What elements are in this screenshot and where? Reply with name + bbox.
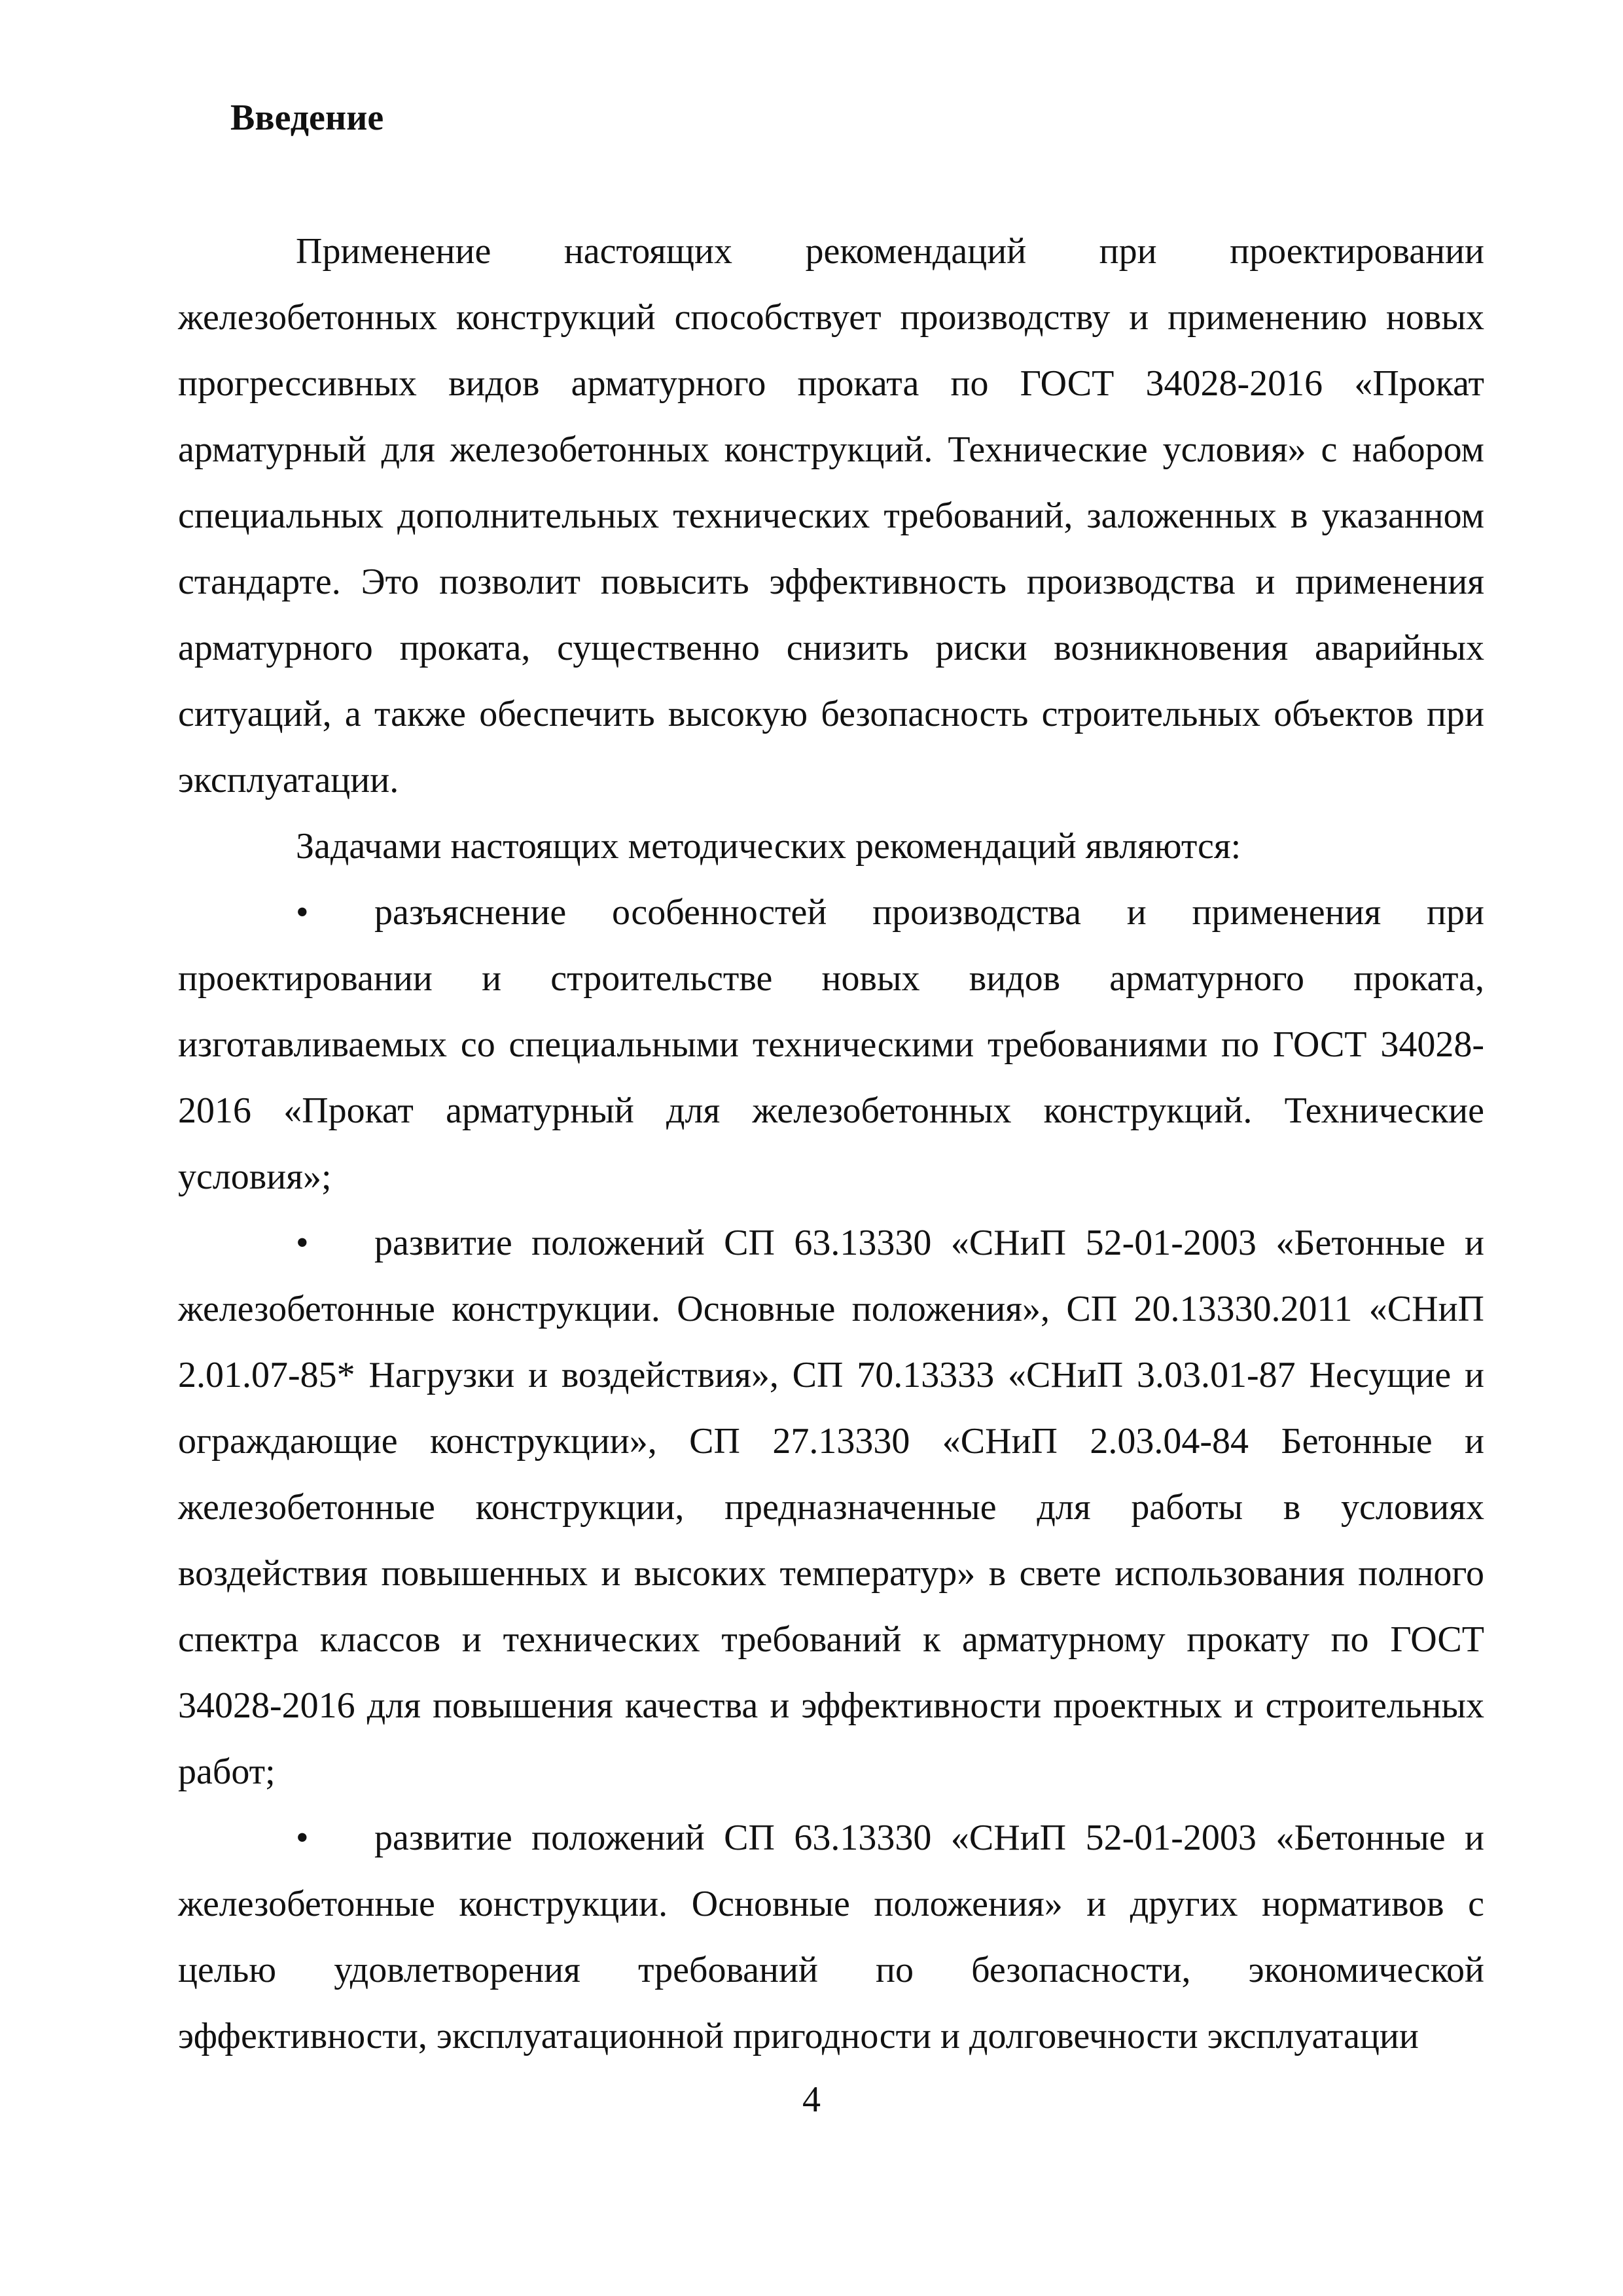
list-item xyxy=(178,1805,1484,2070)
list-item xyxy=(178,880,1484,1210)
page-number: 4 xyxy=(802,2079,821,2120)
list-item-text: разъяснение особенностей производства и применения при проектировании и строительстве новых видов арматурного проката, изготавливаемых со специальными техническими требованиями по ГОСТ 34028-2016 «Прокат арматурный для железобетонных конструкций. Технические условия»; xyxy=(178,892,1484,1197)
list-item xyxy=(178,1210,1484,1805)
section-heading: Введение xyxy=(230,98,384,138)
intro-paragraph: Применение настоящих рекомендаций при проектировании железобетонных конструкций способствует производству и применению новых прогрессивных видов арматурного проката по ГОСТ 34028-2016 «Прокат арматурный для железобетонных конструкций. Технические условия» с набором специальных дополнительных технических требований, заложенных в указанном стандарте. Это позволит повысить эффективность производства и применения арматурного проката, существенно снизить риски возникновения аварийных ситуаций, а также обеспечить высокую безопасность строительных объектов при эксплуатации. xyxy=(178,231,1484,800)
body-text xyxy=(178,219,1484,2070)
list-item-text: развитие положений СП 63.13330 «СНиП 52-01-2003 «Бетонные и железобетонные конструкции. Основные положения», СП 20.13330.2011 «СНиП 2.01.07-85* Нагрузки и воздействия», СП 70.13333 «СНиП 3.03.01-87 Несущие и ограждающие конструкции», СП 27.13330 «СНиП 2.03.04-84 Бетонные и железобетонные конструкции, предназначенные для работы в условиях воздействия повышенных и высоких температур» в свете использования полного спектра классов и технических требований к арматурному прокату по ГОСТ 34028-2016 для повышения качества и эффективности проектных и строительных работ; xyxy=(178,1223,1484,1792)
bullet-icon: • xyxy=(296,892,309,933)
bullet-icon: • xyxy=(296,1818,309,1858)
bullet-icon: • xyxy=(296,1223,309,1263)
list-item-text: развитие положений СП 63.13330 «СНиП 52-01-2003 «Бетонные и железобетонные конструкции. Основные положения» и других нормативов с целью удовлетворения требований по безопасности, экономической эффективности, эксплуатационной пригодности и долговечности эксплуатации xyxy=(178,1818,1484,2056)
tasks-intro-paragraph: Задачами настоящих методических рекомендаций являются: xyxy=(296,826,1241,867)
